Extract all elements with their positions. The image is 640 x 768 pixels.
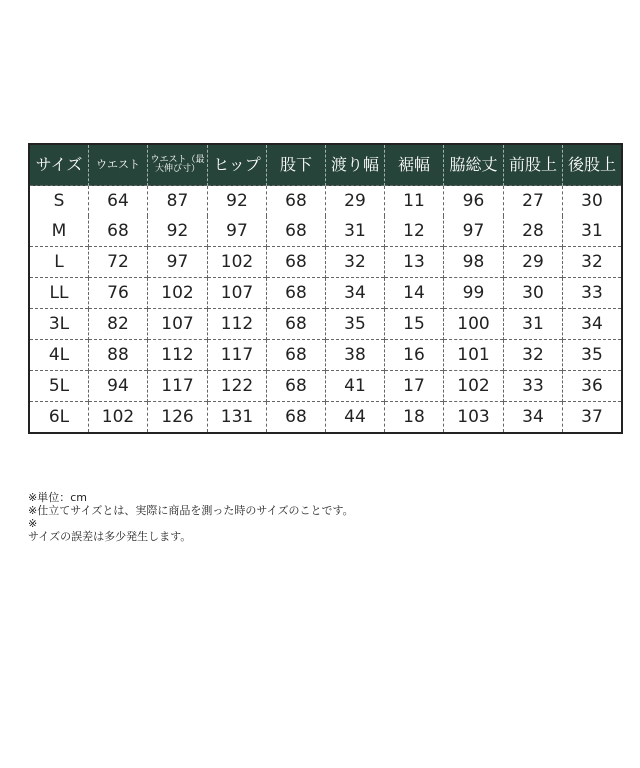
measurement-cell: 41	[326, 371, 385, 402]
measurement-cell: 38	[326, 340, 385, 371]
measurement-cell: 68	[89, 216, 148, 247]
measurement-cell: 76	[89, 278, 148, 309]
notes	[28, 491, 354, 543]
size-label-cell: L	[29, 247, 89, 278]
table-row	[29, 309, 622, 340]
size-label-cell: 3L	[29, 309, 89, 340]
table-body	[29, 186, 622, 434]
measurement-cell: 82	[89, 309, 148, 340]
measurement-cell: 68	[267, 247, 326, 278]
measurement-cell: 29	[326, 186, 385, 217]
measurement-cell: 64	[89, 186, 148, 217]
measurement-cell: 35	[326, 309, 385, 340]
measurement-cell: 32	[326, 247, 385, 278]
table-row	[29, 371, 622, 402]
table-row	[29, 340, 622, 371]
measurement-cell: 107	[148, 309, 208, 340]
note-mark: ※	[28, 517, 38, 530]
measurement-cell: 99	[444, 278, 504, 309]
measurement-cell: 34	[504, 402, 563, 434]
table-row	[29, 186, 622, 217]
measurement-cell: 30	[504, 278, 563, 309]
measurement-cell: 92	[148, 216, 208, 247]
size-label-cell: 6L	[29, 402, 89, 434]
measurement-cell: 68	[267, 340, 326, 371]
measurement-cell: 131	[208, 402, 267, 434]
size-chart-table	[28, 143, 623, 434]
header-waist: ウエスト	[89, 144, 148, 186]
size-label-cell: S	[29, 186, 89, 217]
measurement-cell: 28	[504, 216, 563, 247]
header-outseam: 脇総丈	[444, 144, 504, 186]
measurement-cell: 33	[563, 278, 623, 309]
measurement-cell: 117	[208, 340, 267, 371]
measurement-cell: 34	[326, 278, 385, 309]
measurement-cell: 29	[504, 247, 563, 278]
measurement-cell: 112	[208, 309, 267, 340]
measurement-cell: 103	[444, 402, 504, 434]
header-front-rise: 前股上	[504, 144, 563, 186]
measurement-cell: 12	[385, 216, 444, 247]
measurement-cell: 97	[444, 216, 504, 247]
measurement-cell: 36	[563, 371, 623, 402]
measurement-cell: 31	[563, 216, 623, 247]
note-unit: ※単位：cm	[28, 491, 87, 504]
measurement-cell: 117	[148, 371, 208, 402]
header-inseam: 股下	[267, 144, 326, 186]
table-row	[29, 278, 622, 309]
header-hip: ヒップ	[208, 144, 267, 186]
measurement-cell: 107	[208, 278, 267, 309]
measurement-cell: 126	[148, 402, 208, 434]
size-label-cell: LL	[29, 278, 89, 309]
measurement-cell: 112	[148, 340, 208, 371]
measurement-cell: 98	[444, 247, 504, 278]
measurement-cell: 27	[504, 186, 563, 217]
measurement-cell: 102	[208, 247, 267, 278]
note-tolerance: サイズの誤差は多少発生します。	[28, 530, 192, 543]
measurement-cell: 15	[385, 309, 444, 340]
measurement-cell: 18	[385, 402, 444, 434]
measurement-cell: 34	[563, 309, 623, 340]
table-row	[29, 247, 622, 278]
measurement-cell: 94	[89, 371, 148, 402]
header-hem-width: 裾幅	[385, 144, 444, 186]
note-measurement: ※仕立てサイズとは、実際に商品を測った時のサイズのことです。	[28, 504, 354, 517]
measurement-cell: 122	[208, 371, 267, 402]
measurement-cell: 32	[504, 340, 563, 371]
table-row	[29, 402, 622, 434]
measurement-cell: 31	[504, 309, 563, 340]
measurement-cell: 33	[504, 371, 563, 402]
measurement-cell: 87	[148, 186, 208, 217]
measurement-cell: 16	[385, 340, 444, 371]
measurement-cell: 102	[444, 371, 504, 402]
measurement-cell: 68	[267, 278, 326, 309]
size-label-cell: 4L	[29, 340, 89, 371]
measurement-cell: 31	[326, 216, 385, 247]
measurement-cell: 97	[148, 247, 208, 278]
table-header-row	[29, 144, 622, 186]
measurement-cell: 68	[267, 216, 326, 247]
measurement-cell: 92	[208, 186, 267, 217]
measurement-cell: 72	[89, 247, 148, 278]
measurement-cell: 44	[326, 402, 385, 434]
measurement-cell: 88	[89, 340, 148, 371]
measurement-cell: 11	[385, 186, 444, 217]
measurement-cell: 68	[267, 402, 326, 434]
measurement-cell: 13	[385, 247, 444, 278]
measurement-cell: 102	[89, 402, 148, 434]
table-row	[29, 216, 622, 247]
measurement-cell: 37	[563, 402, 623, 434]
measurement-cell: 35	[563, 340, 623, 371]
measurement-cell: 17	[385, 371, 444, 402]
measurement-cell: 14	[385, 278, 444, 309]
measurement-cell: 102	[148, 278, 208, 309]
header-thigh-width: 渡り幅	[326, 144, 385, 186]
header-back-rise: 後股上	[563, 144, 623, 186]
header-waist-max-stretch: ウエスト（最大伸び寸）	[148, 144, 208, 186]
size-label-cell: M	[51, 221, 67, 241]
measurement-cell: 32	[563, 247, 623, 278]
measurement-cell: 68	[267, 186, 326, 217]
measurement-cell: 96	[444, 186, 504, 217]
measurement-cell: 68	[267, 309, 326, 340]
size-label-cell: 5L	[29, 371, 89, 402]
header-size: サイズ	[29, 144, 89, 186]
measurement-cell: 100	[444, 309, 504, 340]
measurement-cell: 97	[208, 216, 267, 247]
measurement-cell: 30	[563, 186, 623, 217]
measurement-cell: 68	[267, 371, 326, 402]
measurement-cell: 101	[444, 340, 504, 371]
